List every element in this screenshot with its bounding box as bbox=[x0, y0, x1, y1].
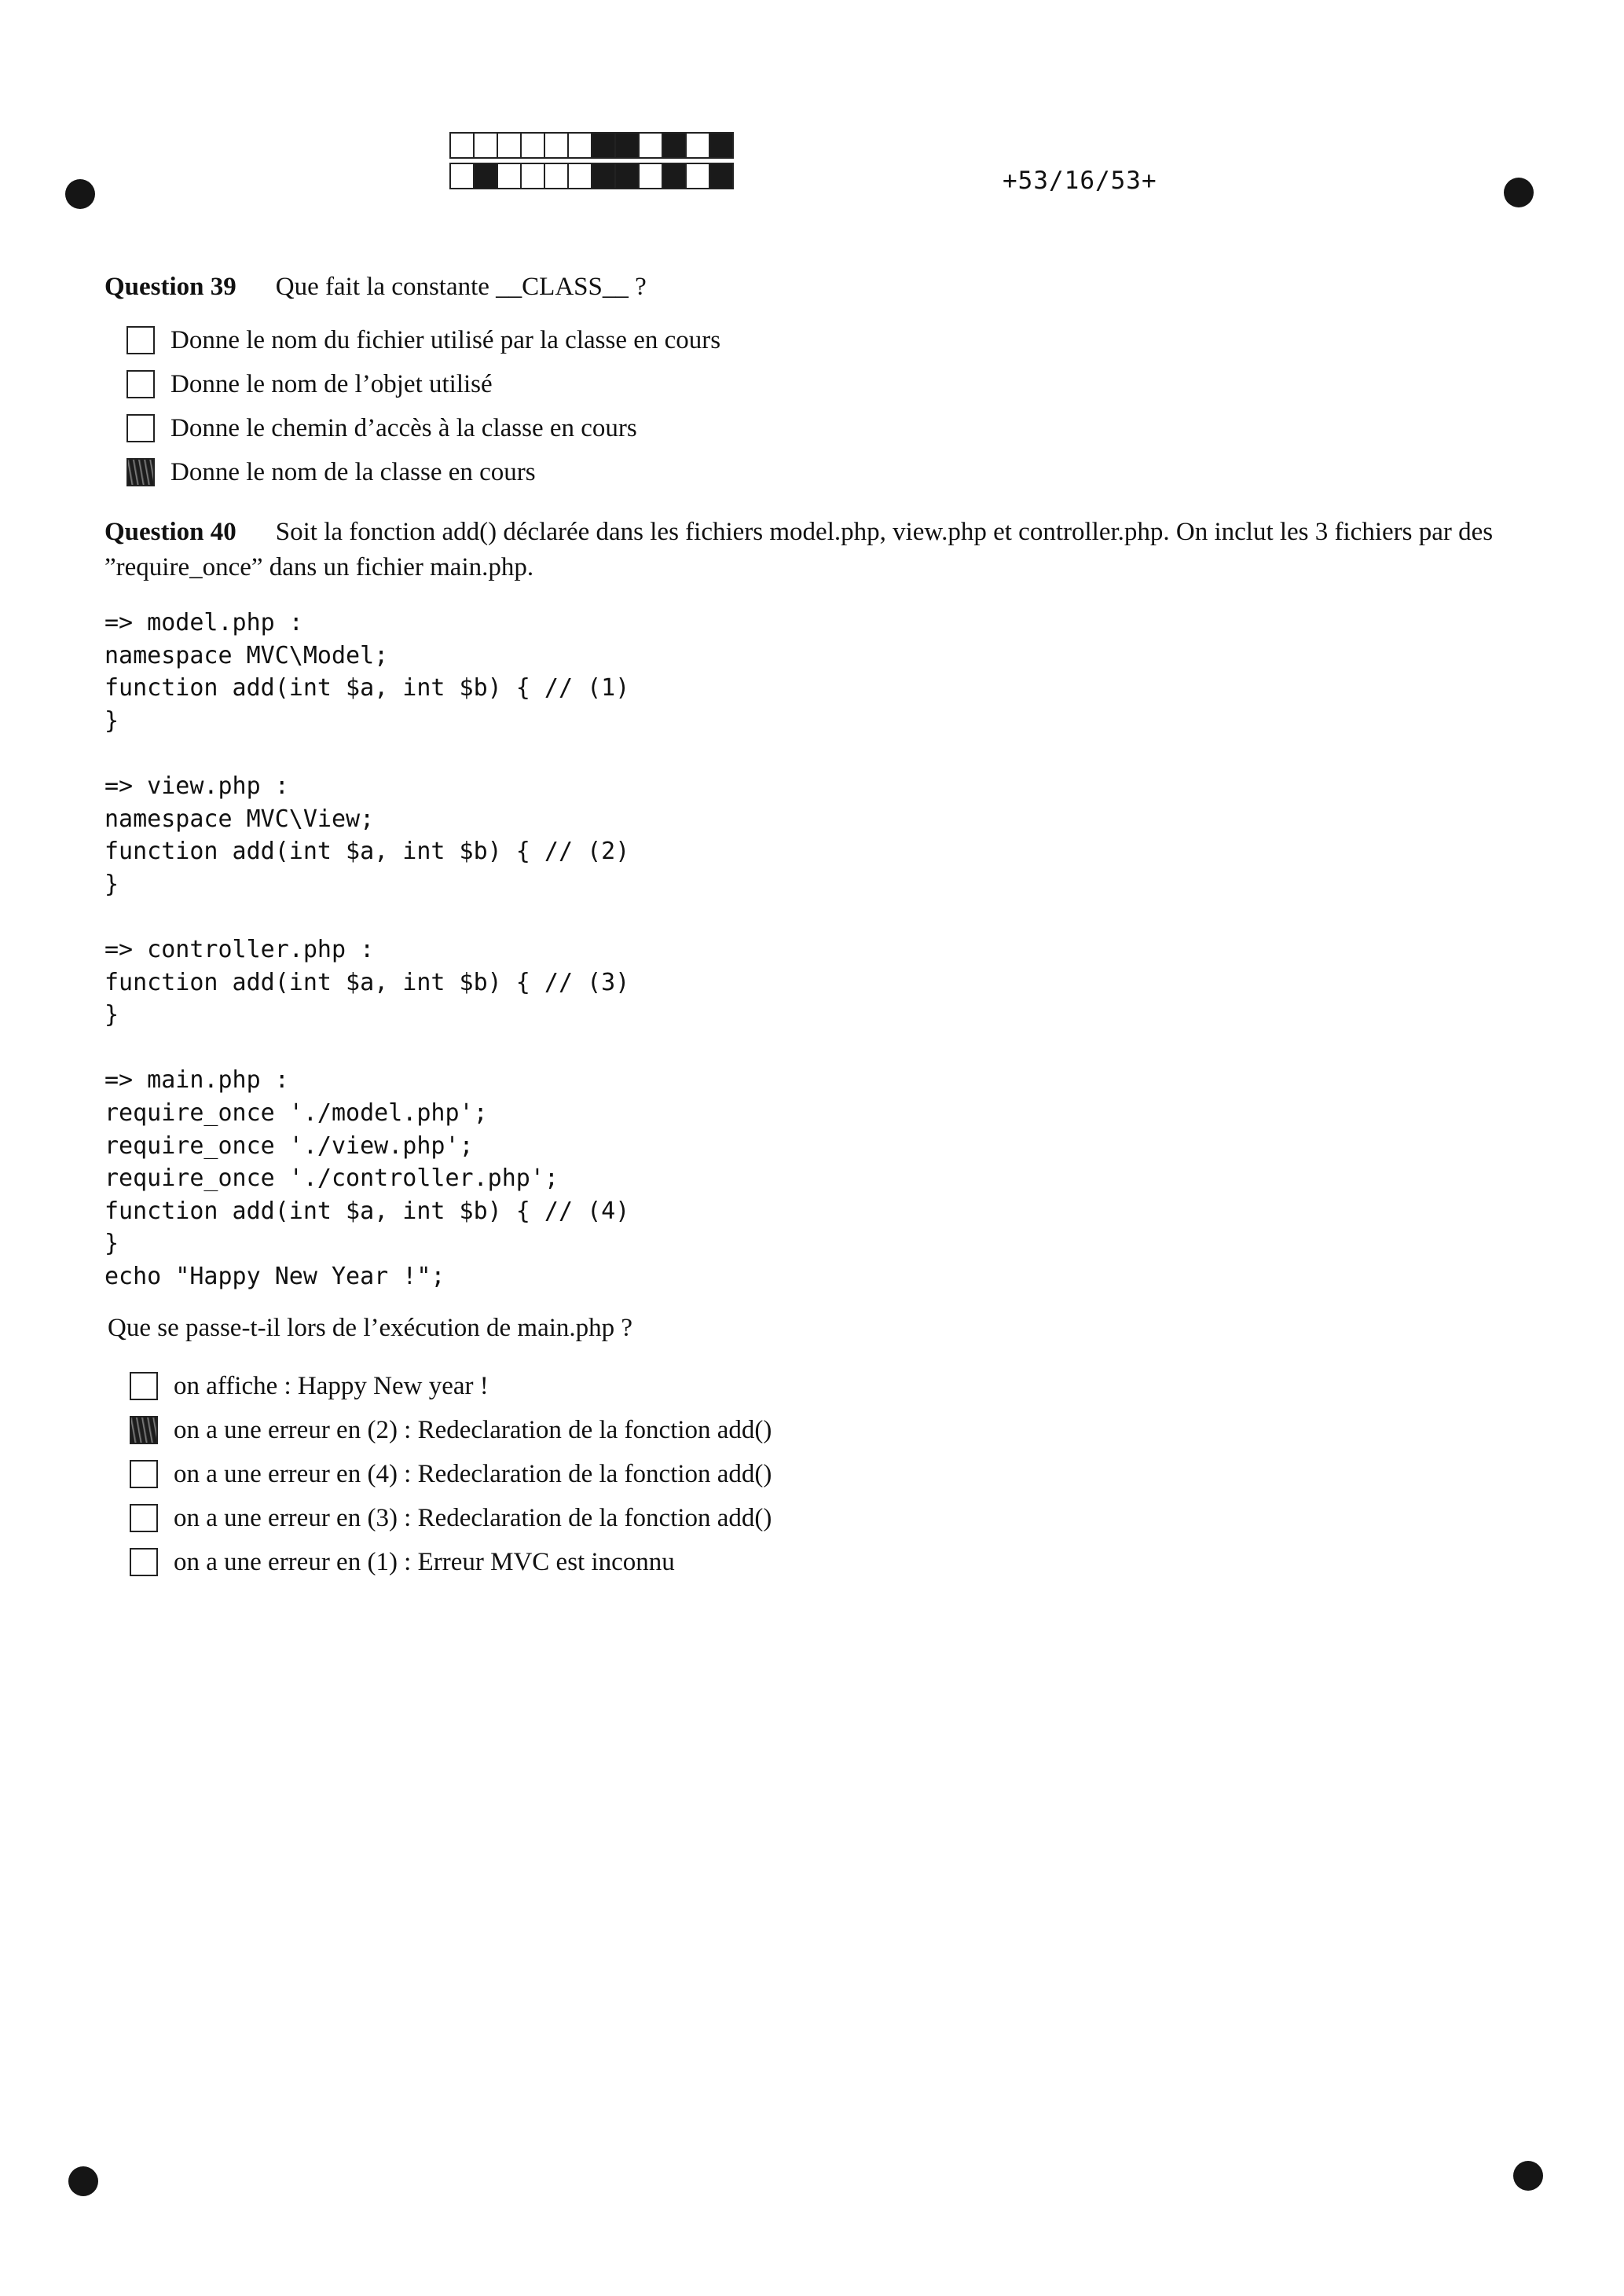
barcode-row-1 bbox=[449, 132, 732, 159]
answer-choice[interactable] bbox=[130, 1540, 772, 1584]
answer-choice[interactable] bbox=[130, 1496, 772, 1540]
barcode-cell bbox=[685, 132, 710, 159]
barcode-cell bbox=[567, 163, 592, 189]
barcode-cell bbox=[520, 163, 545, 189]
barcode-cell bbox=[591, 163, 616, 189]
question-39-text: Que fait la constante __CLASS__ ? bbox=[275, 273, 647, 301]
registration-marker-bottom-left bbox=[68, 2166, 98, 2196]
question-39-choices bbox=[126, 318, 720, 494]
checkbox[interactable] bbox=[130, 1504, 158, 1532]
registration-marker-top-left bbox=[65, 179, 95, 209]
answer-choice[interactable] bbox=[130, 1408, 772, 1452]
checked-checkbox[interactable] bbox=[126, 458, 155, 486]
barcode-cell bbox=[544, 132, 569, 159]
barcode-cell bbox=[638, 163, 663, 189]
code-listing: => model.php : namespace MVC\Model; function add(int $a, int $b) { // (1) } => view.php : namespace MVC\View; function add(int $a, int $b) { // (2) } => controller.php : function add(int $a, int $b) { // (3) } => main.php : require_once './model.php'; require_once './view.php'; require_once './controller.php'; function add(int $a, int $b) { // (4) } echo "Happy New Year !"; bbox=[104, 609, 630, 1290]
barcode-cell bbox=[614, 163, 640, 189]
answer-choice[interactable] bbox=[130, 1364, 772, 1408]
checkbox[interactable] bbox=[126, 326, 155, 354]
checkbox[interactable] bbox=[126, 370, 155, 398]
checkbox[interactable] bbox=[130, 1372, 158, 1400]
barcode-cell bbox=[497, 163, 522, 189]
barcode-cell bbox=[473, 163, 498, 189]
answer-choice[interactable] bbox=[126, 406, 720, 450]
barcode-cell bbox=[520, 132, 545, 159]
page-barcode bbox=[449, 132, 732, 193]
registration-marker-bottom-right bbox=[1513, 2161, 1543, 2191]
answer-choice[interactable] bbox=[126, 362, 720, 406]
barcode-cell bbox=[662, 132, 687, 159]
barcode-cell bbox=[567, 132, 592, 159]
question-40-choices bbox=[130, 1364, 772, 1584]
answer-choice[interactable] bbox=[126, 450, 720, 494]
answer-choice-label: Donne le nom du fichier utilisé par la classe en cours bbox=[170, 325, 721, 354]
question-40-text: Soit la fonction add() déclarée dans les fichiers model.php, view.php et controller.php. On inclut les 3 fichiers par des ”require_once” dans un fichier main.php. bbox=[104, 518, 1494, 581]
question-40-number: Question 40 bbox=[104, 518, 236, 546]
answer-choice-label: on affiche : Happy New year ! bbox=[174, 1371, 489, 1400]
question-40-stem bbox=[104, 515, 1503, 585]
barcode-cell bbox=[449, 132, 475, 159]
answer-choice[interactable] bbox=[126, 318, 720, 362]
barcode-cell bbox=[662, 163, 687, 189]
question-39-stem bbox=[104, 270, 647, 305]
answer-choice-label: on a une erreur en (4) : Redeclaration de la fonction add() bbox=[174, 1459, 772, 1488]
answer-choice-label: Donne le nom de l’objet utilisé bbox=[170, 369, 493, 398]
answer-choice-label: on a une erreur en (1) : Erreur MVC est inconnu bbox=[174, 1547, 675, 1576]
checkbox[interactable] bbox=[130, 1460, 158, 1488]
checkbox[interactable] bbox=[130, 1548, 158, 1576]
barcode-cell bbox=[544, 163, 569, 189]
answer-choice-label: on a une erreur en (3) : Redeclaration de la fonction add() bbox=[174, 1503, 772, 1532]
answer-choice[interactable] bbox=[130, 1452, 772, 1496]
barcode-row-2 bbox=[449, 163, 732, 189]
question-39-number: Question 39 bbox=[104, 273, 236, 301]
barcode-cell bbox=[709, 163, 734, 189]
checkbox[interactable] bbox=[126, 414, 155, 442]
barcode-cell bbox=[591, 132, 616, 159]
barcode-cell bbox=[497, 132, 522, 159]
answer-choice-label: Donne le chemin d’accès à la classe en cours bbox=[170, 413, 637, 442]
barcode-cell bbox=[709, 132, 734, 159]
barcode-cell bbox=[449, 163, 475, 189]
barcode-cell bbox=[638, 132, 663, 159]
barcode-cell bbox=[473, 132, 498, 159]
answer-choice-label: on a une erreur en (2) : Redeclaration de la fonction add() bbox=[174, 1415, 772, 1444]
answer-choice-label: Donne le nom de la classe en cours bbox=[170, 457, 536, 486]
barcode-cell bbox=[685, 163, 710, 189]
barcode-cell bbox=[614, 132, 640, 159]
registration-marker-top-right bbox=[1504, 178, 1534, 207]
page-id: +53/16/53+ bbox=[1003, 167, 1157, 195]
question-40-subquestion: Que se passe-t-il lors de l’exécution de main.php ? bbox=[108, 1314, 633, 1342]
checked-checkbox[interactable] bbox=[130, 1416, 158, 1444]
